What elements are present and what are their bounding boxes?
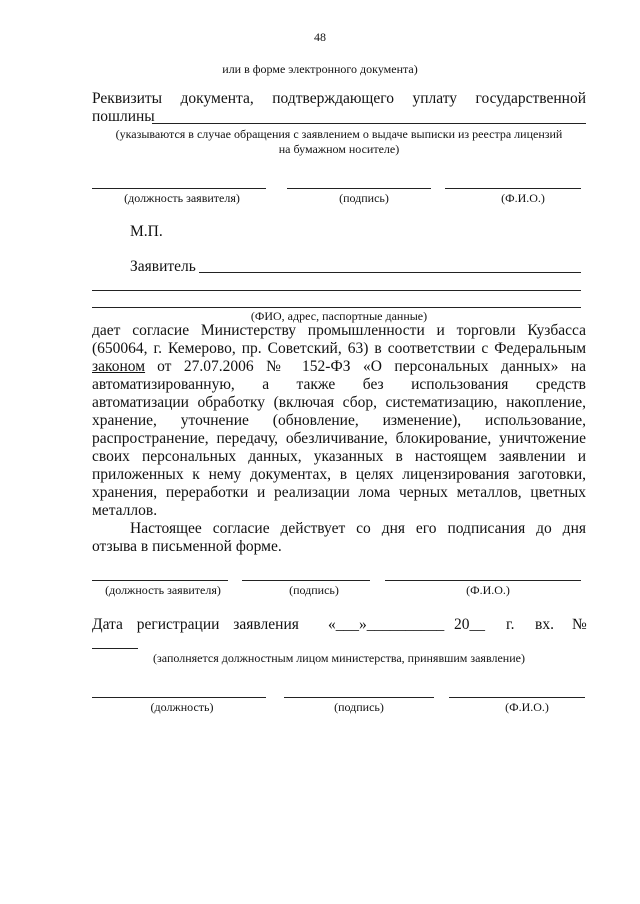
consent-line-rest: от 27.07.2006 № 152-ФЗ «О персональных данных» на: [157, 358, 586, 375]
stamp-label: М.П.: [130, 223, 163, 240]
consent-line: автоматизированную, а также без использования средств: [92, 376, 586, 393]
consent-line: [92, 358, 586, 376]
position-caption: (должность): [150, 700, 214, 714]
fio-line[interactable]: [385, 580, 581, 581]
registration-vh: вх.: [535, 616, 554, 633]
consent-line: хранения, переработки и реализации лома черных металлов, цветных: [92, 484, 586, 501]
signature-caption: (подпись): [334, 700, 384, 714]
position-caption: (должность заявителя): [105, 583, 221, 597]
signature-caption: (подпись): [339, 191, 389, 205]
fio-line[interactable]: [445, 188, 581, 189]
consent-line: дает согласие Министерству промышленности и торговли Кузбасса: [92, 322, 586, 339]
fee-field-line[interactable]: [152, 123, 586, 124]
fee-note-2: на бумажном носителе): [278, 142, 400, 156]
page-number: 48: [314, 30, 326, 44]
signature-line[interactable]: [287, 188, 431, 189]
signature-line[interactable]: [284, 697, 434, 698]
fio-line[interactable]: [449, 697, 585, 698]
registration-row: [92, 616, 586, 634]
consent-line: хранение, уточнение (обновление, изменение), использование,: [92, 412, 586, 429]
consent-line: Настоящее согласие действует со дня его подписания до дня: [130, 520, 586, 537]
consent-paragraph: [92, 322, 586, 556]
applicant-line-3[interactable]: [92, 307, 581, 308]
fio-caption: (Ф.И.О.): [505, 700, 549, 714]
fio-caption: (Ф.И.О.): [501, 191, 545, 205]
consent-line: отзыва в письменной форме.: [92, 538, 282, 555]
applicant-field-line[interactable]: [199, 272, 581, 273]
position-line[interactable]: [92, 697, 266, 698]
registration-num: №: [572, 616, 587, 633]
fee-line-1: Реквизиты документа, подтверждающего уплату государственной: [92, 90, 586, 107]
continuation-text: или в форме электронного документа): [222, 62, 418, 76]
registration-label: Дата регистрации заявления: [92, 616, 299, 633]
registration-year[interactable]: 20__: [454, 616, 485, 633]
position-line[interactable]: [92, 188, 266, 189]
applicant-label: Заявитель: [130, 258, 196, 275]
applicant-caption: (ФИО, адрес, паспортные данные): [250, 309, 428, 323]
consent-line: автоматизации обработку (включая сбор, систематизацию, накопление,: [92, 394, 586, 411]
position-line[interactable]: [92, 580, 228, 581]
consent-line: приложенных к нему документах, в целях лицензирования заготовки,: [92, 466, 586, 483]
position-caption: (должность заявителя): [124, 191, 240, 205]
registration-note: (заполняется должностным лицом министерства, принявшим заявление): [153, 651, 525, 665]
fio-caption: (Ф.И.О.): [466, 583, 510, 597]
law-link[interactable]: законом: [92, 358, 146, 375]
fee-label: пошлины: [92, 108, 155, 125]
consent-line: (650064, г. Кемерово, пр. Советский, 63) в соответствии с Федеральным: [92, 340, 586, 357]
signature-line[interactable]: [242, 580, 370, 581]
registration-date[interactable]: «___»__________: [328, 616, 445, 633]
consent-line: металлов.: [92, 502, 158, 519]
consent-line: распространение, передачу, обезличивание, блокирование, уничтожение: [92, 430, 586, 447]
registration-g: г.: [506, 616, 515, 633]
registration-number-line[interactable]: [92, 648, 138, 649]
fee-note-1: (указываются в случае обращения с заявлением о выдаче выписки из реестра лицензий: [115, 127, 563, 141]
applicant-line-2[interactable]: [92, 290, 581, 291]
signature-caption: (подпись): [289, 583, 339, 597]
consent-line: своих персональных данных, указанных в настоящем заявлении и: [92, 448, 586, 465]
